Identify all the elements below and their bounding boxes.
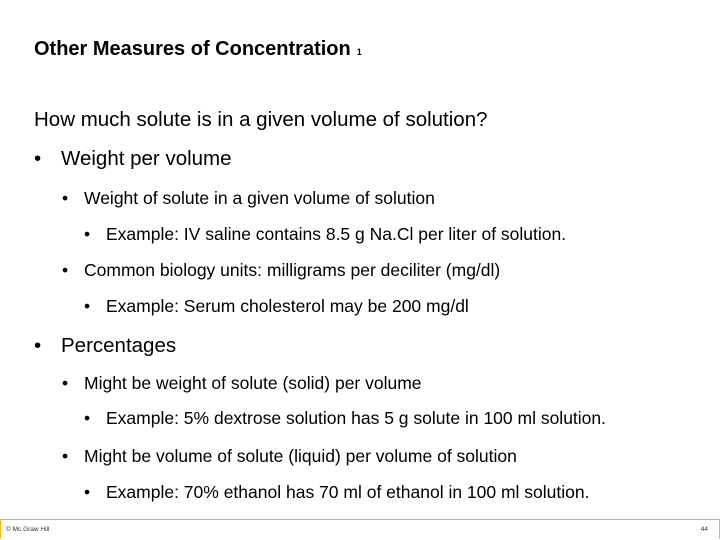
example-label: Example: Serum cholesterol may be 200 mg/dl — [106, 296, 469, 316]
bullet-marker: • — [84, 482, 91, 502]
sub-bullet-weight-of-solute — [62, 188, 435, 209]
page-number: 44 — [700, 526, 708, 533]
bullet-marker: • — [84, 408, 91, 428]
sub-bullet-label: Weight of solute in a given volume of solution — [84, 188, 435, 208]
example-iv-saline — [84, 224, 566, 245]
sub-bullet-weight-solid — [62, 373, 422, 394]
example-dextrose — [84, 408, 606, 429]
bullet-marker: • — [62, 188, 69, 208]
footer-divider — [0, 519, 720, 520]
footer-copyright: © Mc.Graw Hill — [6, 526, 50, 533]
bullet-marker: • — [34, 334, 42, 357]
sub-bullet-biology-units — [62, 260, 500, 281]
slide-title — [34, 38, 362, 61]
bullet-percentages — [34, 334, 176, 358]
example-label: Example: IV saline contains 8.5 g Na.Cl per liter of solution. — [106, 224, 567, 244]
sub-bullet-label: Common biology units: milligrams per deciliter (mg/dl) — [84, 260, 501, 280]
bullet-marker: • — [62, 260, 69, 280]
bullet-weight-per-volume — [34, 147, 232, 171]
question-text: How much solute is in a given volume of solution? — [34, 108, 488, 131]
sub-bullet-label: Might be volume of solute (liquid) per volume of solution — [84, 446, 517, 466]
example-label: Example: 5% dextrose solution has 5 g solute in 100 ml solution. — [106, 408, 607, 428]
slide-title-suffix: 1 — [356, 47, 362, 57]
bullet-marker: • — [62, 373, 69, 393]
example-ethanol — [84, 482, 590, 503]
example-label: Example: 70% ethanol has 70 ml of ethanol in 100 ml solution. — [106, 482, 590, 502]
footer-left-mark — [0, 519, 1, 539]
sub-bullet-label: Might be weight of solute (solid) per volume — [84, 373, 422, 393]
bullet-marker: • — [84, 296, 91, 316]
example-serum-cholesterol — [84, 296, 469, 317]
bullet-marker: • — [84, 224, 91, 244]
bullet-label: Percentages — [61, 334, 177, 357]
bullet-marker: • — [34, 147, 42, 170]
slide-title-text: Other Measures of Concentration — [34, 38, 351, 60]
bullet-label: Weight per volume — [61, 147, 232, 170]
sub-bullet-volume-liquid — [62, 446, 517, 467]
bullet-marker: • — [62, 446, 69, 466]
